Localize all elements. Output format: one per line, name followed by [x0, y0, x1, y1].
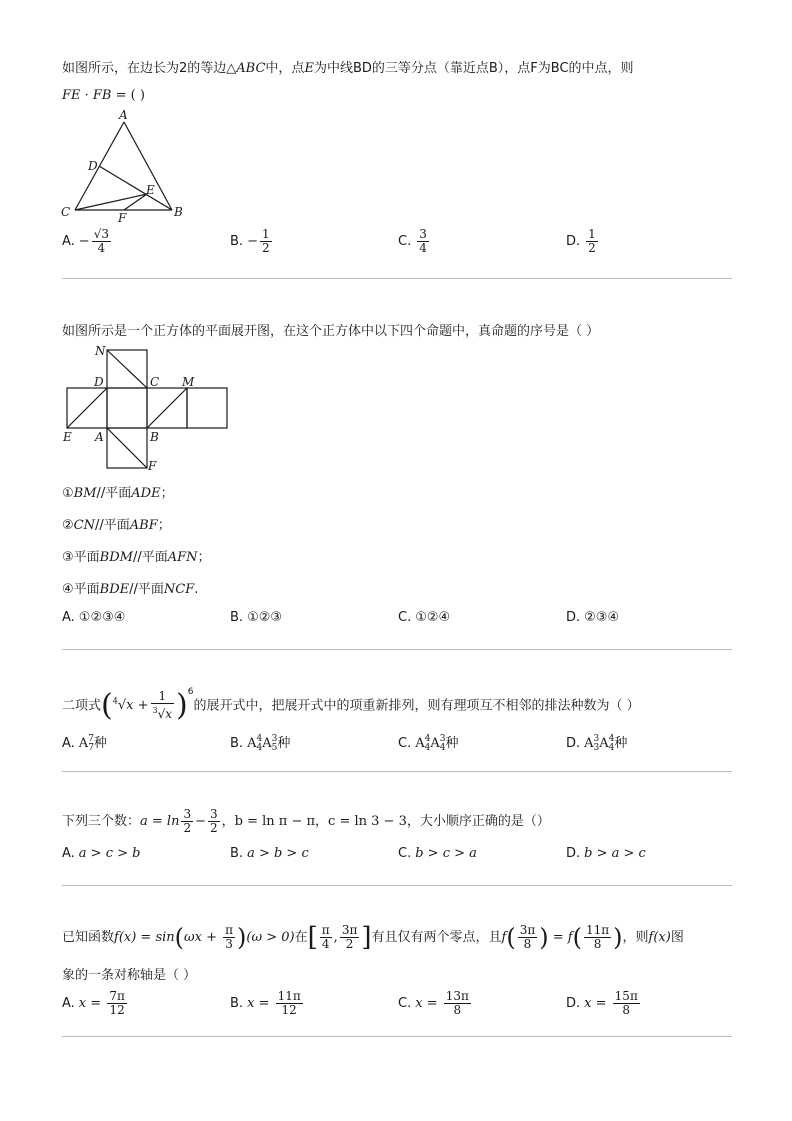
- q5-option-c[interactable]: C. x = $\frac{13\pi}{8}$: [398, 989, 469, 1017]
- q2-proposition-4: ④平面BDE//平面NCF.: [62, 582, 199, 597]
- q4-option-b[interactable]: B. a > b > c: [230, 846, 309, 861]
- q1-triangle-figure: [56, 108, 196, 228]
- fraction: $\frac{3}{4}$: [419, 227, 427, 255]
- fraction: $\frac{1}{2}$: [261, 227, 270, 255]
- q1-option-c[interactable]: C. $\frac{3}{4}$: [398, 227, 427, 255]
- q2-option-c[interactable]: C. ①②④: [398, 610, 451, 625]
- fraction: $\frac{3\pi}{8}$: [519, 923, 536, 951]
- q4-option-d[interactable]: D. b > a > c: [566, 846, 646, 861]
- point-label-b: B: [174, 205, 183, 219]
- divider: [62, 649, 732, 650]
- q2-option-a[interactable]: A. ①②③④: [62, 610, 126, 625]
- divider: [62, 771, 732, 772]
- q3-option-d[interactable]: D. A 3 3 A 4 4 种: [566, 733, 628, 753]
- q3-option-c[interactable]: C. A 4 4 A 3 4 种: [398, 733, 459, 753]
- q2-proposition-1: ①BM//平面ADE；: [62, 486, 174, 501]
- q1-option-a[interactable]: A. − $\frac{√3}{4}$: [62, 227, 109, 255]
- q3-stem: 二项式($^4$√x + $\frac{1}{^3√x}$ )$^6$的展开式中，把展开式中的项重新排列，则有理项互不相邻的排法种数为（ ）: [62, 687, 640, 723]
- q2-proposition-2: ②CN//平面ABF；: [62, 518, 171, 533]
- q1-option-b[interactable]: B. − $\frac{1}{2}$: [230, 227, 270, 255]
- net-label-b: B: [150, 430, 159, 444]
- q4-stem: 下列三个数：a = ln $\frac{3}{2}$ − $\frac{3}{2}$ ，b = ln π − π，c = ln 3 − 3，大小顺序正确的是（）: [62, 807, 550, 835]
- fraction: $\frac{3}{2}$: [183, 807, 192, 835]
- net-label-e: E: [63, 430, 72, 444]
- q4-option-c[interactable]: C. b > c > a: [398, 846, 477, 861]
- q2-cube-net-figure: [58, 342, 238, 476]
- fraction: $\frac{11\pi}{12}$: [277, 989, 301, 1017]
- point-label-a: A: [119, 108, 128, 122]
- q5-stem: 已知函数f(x) = sin(ωx + $\frac{\pi}{3}$ )(ω > 0)在[ $\frac{\pi}{4}$ , $\frac{3\pi}{2}$ ]有且仅有两个零点，且f( $\frac{3\pi}{8}$ ) = f( $\frac{11\pi}{8}$ )，则f(x)图: [62, 922, 684, 953]
- fraction: $\frac{15\pi}{8}$: [614, 989, 638, 1017]
- q1-expression: FE · FB = ( ): [62, 88, 145, 103]
- fraction: $\frac{7\pi}{12}$: [109, 989, 125, 1017]
- fourth-root-x: $^4$√x +: [112, 697, 149, 714]
- net-label-f: F: [148, 459, 157, 473]
- fraction: $\frac{1}{2}$: [588, 227, 596, 255]
- divider: [62, 1036, 732, 1037]
- net-label-n: N: [95, 344, 106, 358]
- q5-stem-line2: 象的一条对称轴是（ ）: [62, 968, 197, 983]
- q5-option-a[interactable]: A. x = $\frac{7\pi}{12}$: [62, 989, 125, 1017]
- q5-option-b[interactable]: B. x = $\frac{11\pi}{12}$: [230, 989, 301, 1017]
- fraction: $\frac{11\pi}{8}$: [585, 923, 610, 951]
- q5-option-d[interactable]: D. x = $\frac{15\pi}{8}$: [566, 989, 638, 1017]
- fraction: $\frac{\pi}{4}$: [321, 923, 330, 951]
- net-label-c: C: [150, 375, 160, 389]
- q2-option-d[interactable]: D. ②③④: [566, 610, 620, 625]
- net-label-a: A: [95, 430, 104, 444]
- divider: [62, 885, 732, 886]
- fraction: $\frac{1}{^3√x}$: [152, 689, 173, 722]
- q2-proposition-3: ③平面BDM//平面AFN；: [62, 550, 211, 565]
- point-label-e: E: [146, 183, 155, 197]
- q1-option-d[interactable]: D. $\frac{1}{2}$: [566, 227, 596, 255]
- point-label-f: F: [118, 211, 127, 225]
- point-label-d: D: [88, 159, 98, 173]
- fraction: $\frac{√3}{4}$: [93, 227, 109, 255]
- divider: [62, 278, 732, 279]
- net-label-m: M: [182, 375, 195, 389]
- net-label-d: D: [94, 375, 104, 389]
- q2-option-b[interactable]: B. ①②③: [230, 610, 283, 625]
- q4-option-a[interactable]: A. a > c > b: [62, 846, 141, 861]
- fraction: $\frac{3}{2}$: [210, 807, 218, 835]
- fraction: $\frac{\pi}{3}$: [225, 923, 234, 951]
- q3-option-a[interactable]: A. A 7 7 种: [62, 733, 107, 753]
- q3-option-b[interactable]: B. A 4 4 A 3 5 种: [230, 733, 291, 753]
- fraction: $\frac{3\pi}{2}$: [341, 923, 358, 951]
- q2-stem: 如图所示是一个正方体的平面展开图，在这个正方体中以下四个命题中，真命题的序号是（ ）: [62, 324, 600, 339]
- fraction: $\frac{13\pi}{8}$: [445, 989, 469, 1017]
- q1-stem: 如图所示，在边长为2的等边△ABC中，点E为中线BD的三等分点（靠近点B），点F为BC的中点，则: [62, 61, 634, 76]
- point-label-c: C: [61, 205, 71, 219]
